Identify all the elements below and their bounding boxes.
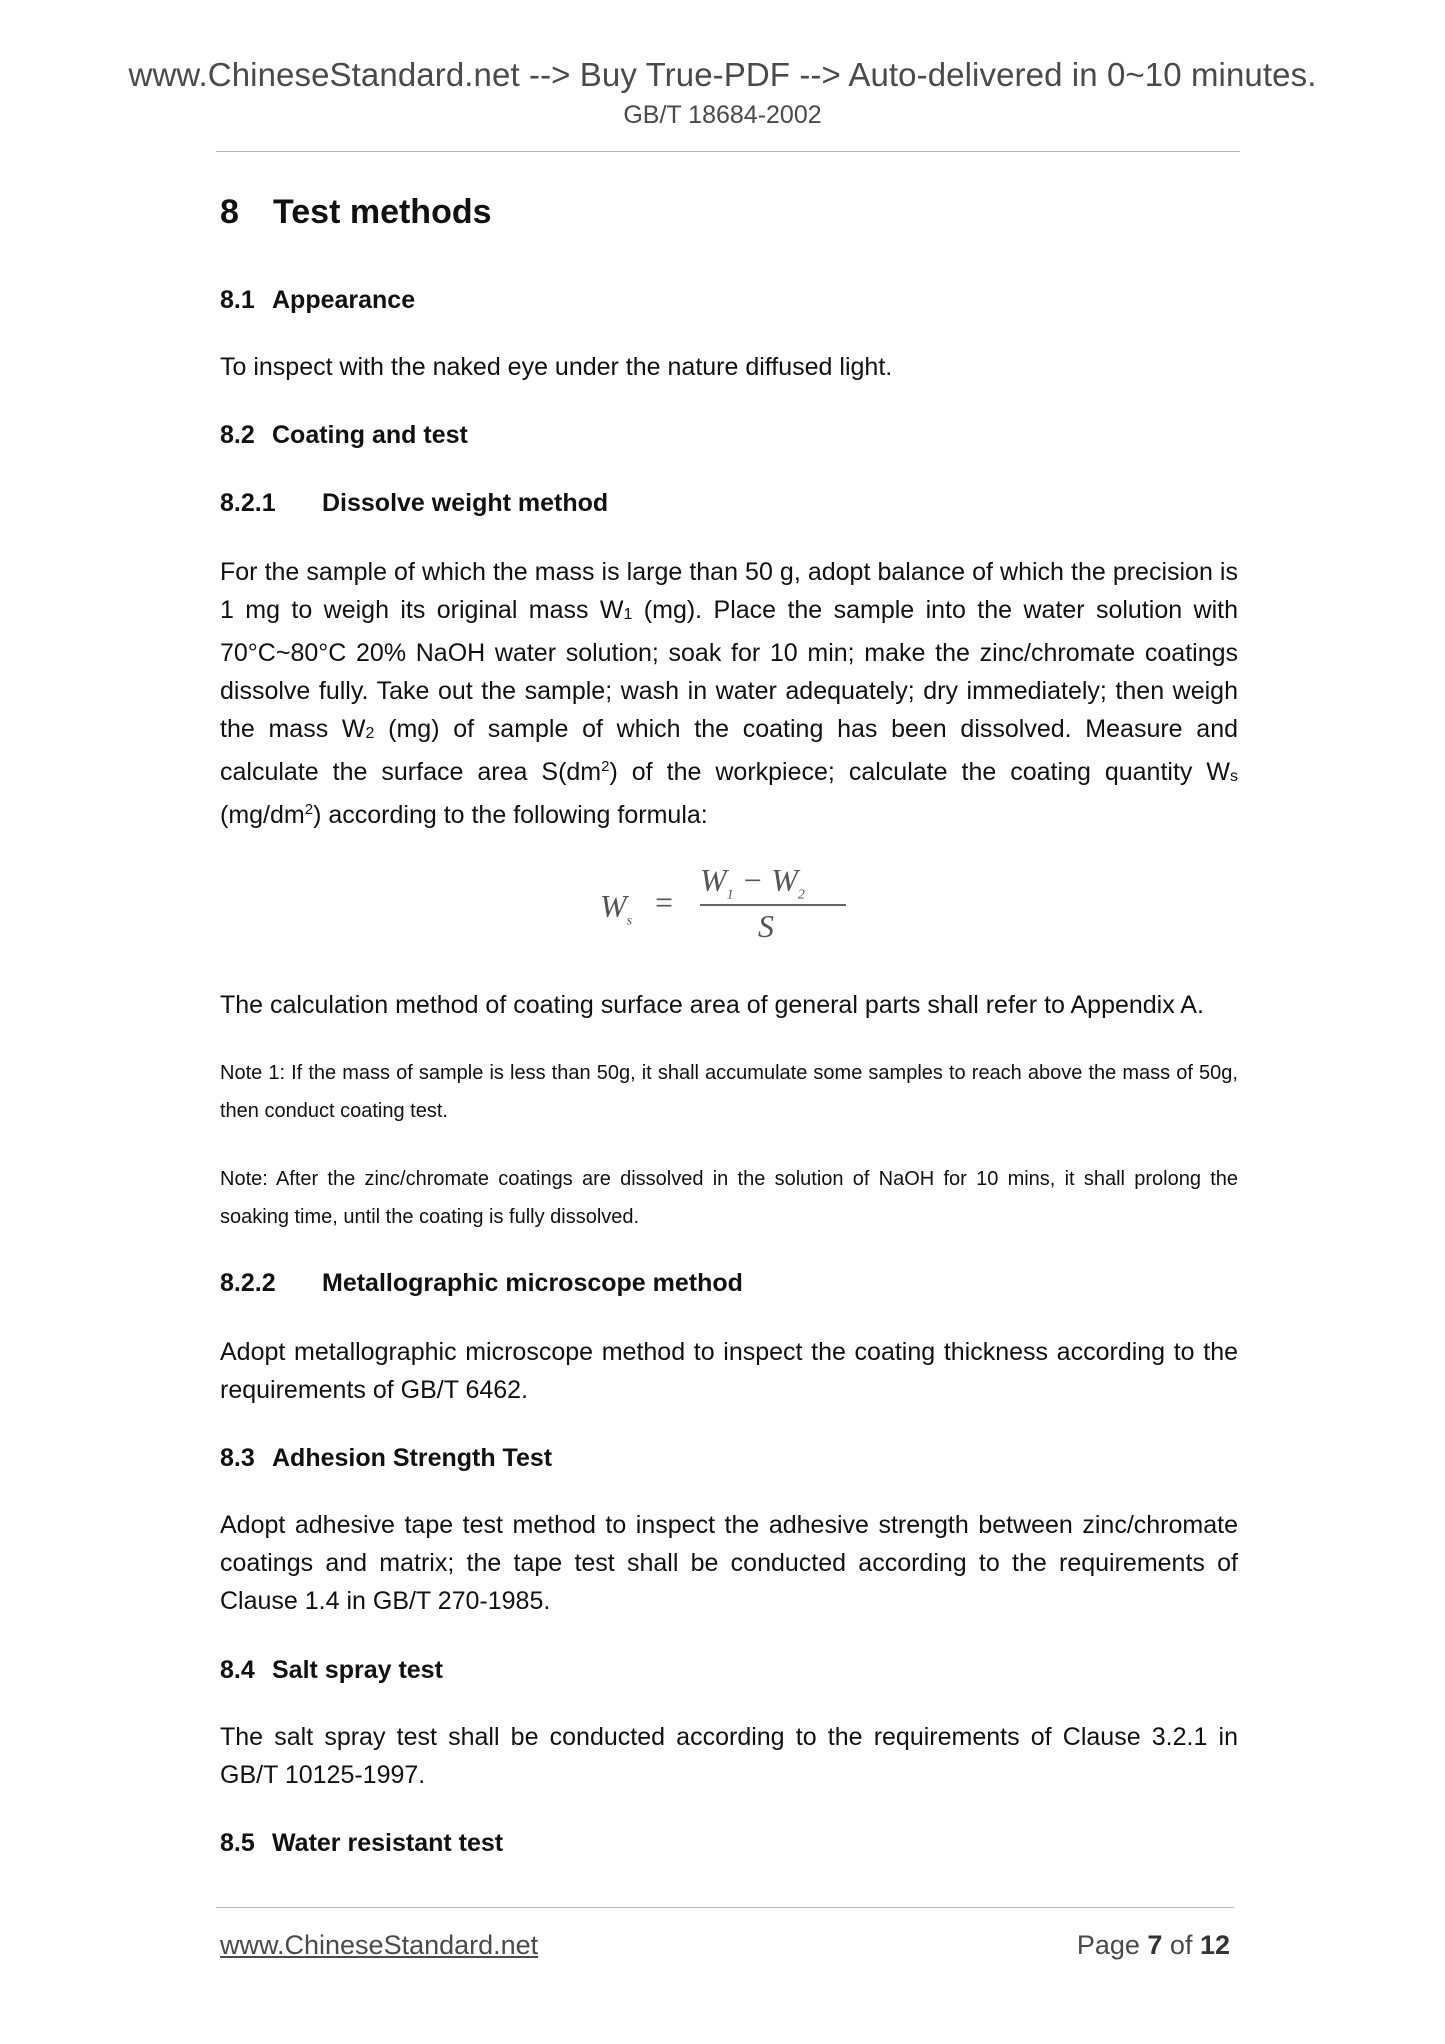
text-run: ) according to the following formula: xyxy=(313,801,708,829)
text-run: For the sample of which the mass is large than 50 g, adopt balance of which the precision is 1 mg to weigh its original mass W xyxy=(220,558,1238,624)
heading-8-4 xyxy=(220,1656,443,1685)
text-run: (mg). Place the sample into the water solution with 70°C~80°C 20% NaOH water solution; soak for 10 min; make the zinc/chromate coatings dissolve fully. Take out the sample; wash in water adequately; dry immediately; then weigh the mass W xyxy=(220,596,1238,743)
page-total: 12 xyxy=(1199,1930,1230,1960)
section-heading xyxy=(220,193,492,232)
note-1: Note 1: If the mass of sample is less than 50g, it shall accumulate some samples to reach above the mass of 50g, then conduct coating test. xyxy=(220,1062,1238,1122)
text-run: ) of the workpiece; calculate the coating quantity W xyxy=(609,758,1230,786)
formula-subscript: 2 xyxy=(797,887,805,903)
paragraph-salt-spray: The salt spray test shall be conducted according to the requirements of Clause 3.2.1 in GB/T 10125-1997. xyxy=(220,1723,1238,1789)
paragraph-metallographic: Adopt metallographic microscope method to inspect the coating thickness according to the requirements of GB/T 6462. xyxy=(220,1338,1238,1404)
subscript: 1 xyxy=(623,606,633,623)
formula-symbol: W xyxy=(600,888,627,924)
header-standard-code: GB/T 18684-2002 xyxy=(623,101,822,129)
formula-symbol: W xyxy=(700,862,727,898)
paragraph-appendix-ref: The calculation method of coating surface area of general parts shall refer to Appendix A. xyxy=(220,991,1204,1019)
text-run: (mg) of sample of which the coating has been dissolved. Measure and calculate the surface area S(dm xyxy=(220,715,1238,786)
heading-title: Dissolve weight method xyxy=(322,489,609,517)
heading-8-2-2 xyxy=(220,1269,743,1298)
heading-8-1 xyxy=(220,286,415,315)
coating-quantity-formula xyxy=(600,862,850,944)
formula-subscript: s xyxy=(626,913,633,929)
page-current: 7 xyxy=(1147,1930,1163,1960)
heading-title: Appearance xyxy=(272,286,416,314)
header-banner[interactable]: www.ChineseStandard.net --> Buy True-PDF --> Auto-delivered in 0~10 minutes. xyxy=(128,56,1317,93)
heading-number: 8.3 xyxy=(220,1444,255,1472)
heading-title: Metallographic microscope method xyxy=(322,1269,743,1297)
paragraph-dissolve-method xyxy=(220,553,1238,834)
page-number xyxy=(1000,1930,1230,1961)
formula-numerator xyxy=(700,862,805,903)
heading-title: Coating and test xyxy=(272,421,468,449)
heading-number: 8.5 xyxy=(220,1829,255,1857)
section-title: Test methods xyxy=(273,193,492,231)
heading-8-3 xyxy=(220,1444,552,1473)
paragraph-adhesion: Adopt adhesive tape test method to inspect the adhesive strength between zinc/chromate coatings and matrix; the tape test shall be conducted according to the requirements of Clause 1.4 in GB/T 270-1985. xyxy=(220,1511,1238,1615)
superscript: 2 xyxy=(601,758,610,775)
formula-minus: − xyxy=(733,862,772,898)
heading-title: Adhesion Strength Test xyxy=(272,1444,553,1472)
heading-8-2-1 xyxy=(220,489,608,518)
formula-denominator: S xyxy=(758,908,774,944)
formula-equals: = xyxy=(655,884,674,920)
heading-title: Salt spray test xyxy=(272,1656,443,1684)
heading-8-2 xyxy=(220,421,468,450)
footer-site-link[interactable]: www.ChineseStandard.net xyxy=(220,1930,539,1960)
heading-number: 8.4 xyxy=(220,1656,255,1684)
heading-number: 8.2 xyxy=(220,421,255,449)
page-label: Page xyxy=(1076,1930,1148,1960)
footer-divider xyxy=(216,1907,1234,1908)
note-2: Note: After the zinc/chromate coatings are dissolved in the solution of NaOH for 10 mins, it shall prolong the soaking time, until the coating is fully dissolved. xyxy=(220,1168,1238,1228)
heading-title: Water resistant test xyxy=(272,1829,504,1857)
subscript: s xyxy=(1230,768,1238,785)
superscript: 2 xyxy=(304,801,314,818)
formula-subscript: 1 xyxy=(726,887,734,903)
fraction-bar xyxy=(700,904,846,906)
heading-number: 8.2.2 xyxy=(220,1269,276,1297)
heading-8-5 xyxy=(220,1829,503,1858)
text-run: (mg/dm xyxy=(220,801,305,829)
page-of: of xyxy=(1162,1930,1200,1960)
paragraph-appearance: To inspect with the naked eye under the nature diffused light. xyxy=(220,353,893,381)
formula-symbol: W xyxy=(771,862,798,898)
heading-number: 8.2.1 xyxy=(220,489,276,517)
section-number: 8 xyxy=(220,193,239,231)
heading-number: 8.1 xyxy=(220,286,255,314)
subscript: 2 xyxy=(365,725,375,742)
header-divider xyxy=(216,151,1240,152)
formula-lhs xyxy=(600,888,632,929)
